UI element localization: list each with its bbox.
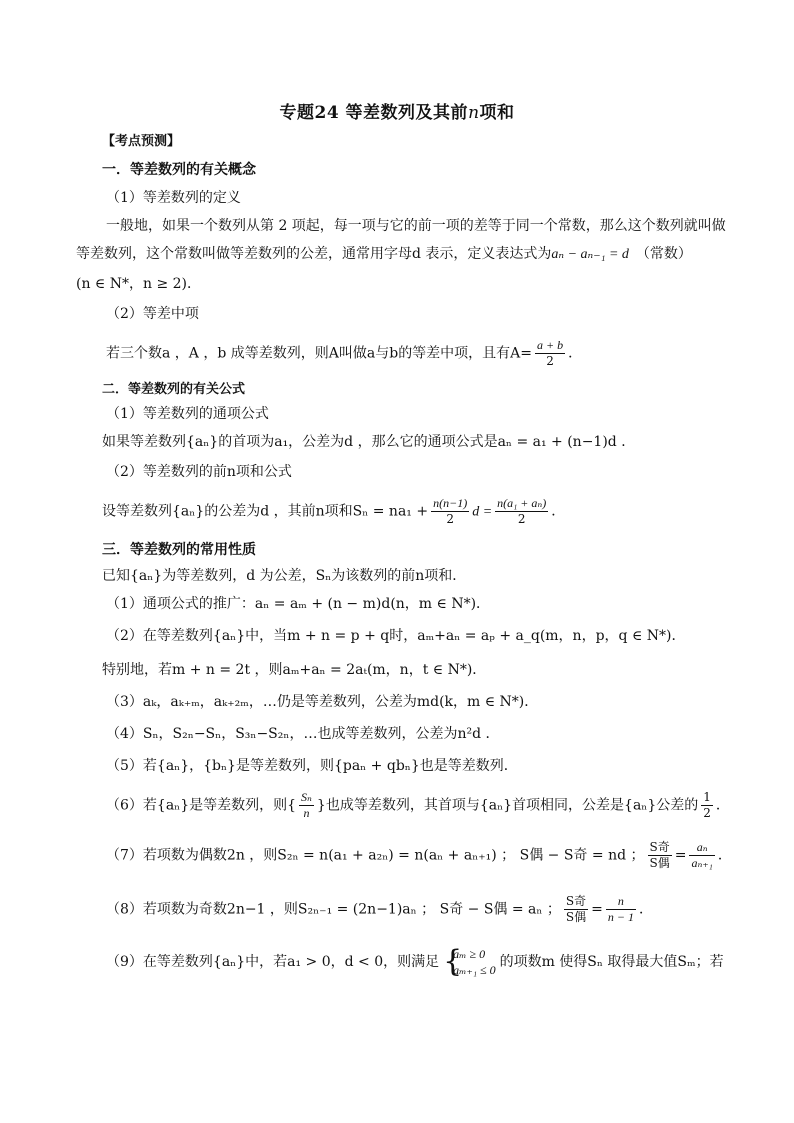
property-9 bbox=[106, 946, 724, 978]
property-8-c: ． bbox=[638, 901, 653, 918]
fraction-num: a + b bbox=[537, 338, 564, 352]
property-7-a: （7）若项数为偶数2n ，则S₂ₙ = n(a₁ + a₂ₙ) = n(aₙ + aₙ₊₁) ； S偶 − S奇 = nd ； bbox=[106, 847, 645, 864]
property-8-a: （8）若项数为奇数2n−1 ，则S₂ₙ₋₁ = (2n−1)aₙ ； S奇 − S偶 = aₙ ； bbox=[106, 901, 561, 918]
fraction-num: S奇 bbox=[649, 840, 670, 854]
property-9-a: （9）在等差数列{aₙ}中，若a₁ > 0，d < 0，则满足 bbox=[106, 954, 440, 970]
fraction-num: S奇 bbox=[565, 894, 587, 908]
fraction-den: S偶 bbox=[649, 856, 670, 870]
property-8 bbox=[106, 894, 653, 925]
fraction-den: 2 bbox=[546, 354, 554, 368]
property-6-a: （6）若{aₙ}是等差数列，则{ bbox=[106, 797, 297, 814]
property-7-c: ． bbox=[717, 847, 732, 864]
property-6-b: }也成等差数列，其首项与{aₙ}首项相同，公差是{aₙ}公差的 bbox=[316, 797, 699, 814]
paragraph-3: (n ∈ N*，n ≥ 2)． bbox=[76, 276, 202, 292]
property-2b: 特别地，若m + n = 2t ，则aₘ+aₙ = 2aₜ(m，n，t ∈ N*)． bbox=[102, 662, 487, 678]
subheading-1-2: （2）等差中项 bbox=[106, 306, 199, 322]
fraction-den: S偶 bbox=[565, 910, 587, 924]
fraction-num: n bbox=[606, 894, 636, 910]
fraction-den: 2 bbox=[703, 806, 711, 820]
fraction-den: aₙ₊₁ bbox=[691, 856, 713, 870]
heading-2: 二．等差数列的有关公式 bbox=[102, 382, 246, 397]
paragraph-4 bbox=[106, 338, 582, 369]
property-1: （1）通项公式的推广：aₙ = aₘ + (n − m)d(n，m ∈ N*)． bbox=[106, 596, 491, 612]
paragraph-6 bbox=[102, 496, 565, 527]
title-text: 专题24 等差数列及其前 bbox=[279, 103, 469, 123]
heading-3: 三．等差数列的常用性质 bbox=[102, 542, 256, 558]
fraction-num: 1 bbox=[703, 790, 711, 804]
subheading-2-1: （1）等差数列的通项公式 bbox=[106, 406, 269, 422]
fraction-den: 2 bbox=[517, 512, 526, 526]
paragraph-2-tail: （常数） bbox=[642, 246, 692, 262]
subheading-1-1: （1）等差数列的定义 bbox=[106, 190, 241, 206]
fraction-sn-over-n bbox=[299, 790, 314, 821]
inequality-system bbox=[443, 946, 495, 978]
fraction-num: aₙ bbox=[689, 840, 714, 856]
paragraph-1: 一般地，如果一个数列从第 2 项起，每一项与它的前一项的差等于同一个常数，那么这个数列就叫做 bbox=[106, 218, 726, 234]
property-4: （4）Sₙ，S₂ₙ−Sₙ，S₃ₙ−S₂ₙ，…也成等差数列，公差为n²d ． bbox=[106, 726, 500, 742]
property-9-b: 的项数m 使得Sₙ 取得最大值Sₘ；若 bbox=[499, 954, 724, 970]
paragraph-6-mid: d = bbox=[472, 504, 493, 520]
fraction-den: 2 bbox=[446, 512, 454, 526]
property-7 bbox=[106, 840, 732, 871]
property-6-c: ． bbox=[715, 797, 730, 814]
property-3: （3）aₖ，aₖ₊ₘ，aₖ₊₂ₘ，…仍是等差数列，公差为md(k，m ∈ N*)． bbox=[106, 694, 539, 710]
fraction-n-over-n-minus-1 bbox=[606, 894, 636, 925]
fraction-s-odd-s-even bbox=[648, 840, 672, 871]
fraction-an-an1 bbox=[689, 840, 714, 871]
system-row-2: aₘ₊₁ ≤ 0 bbox=[453, 963, 496, 977]
fraction-one-half bbox=[701, 790, 713, 821]
heading-1: 一．等差数列的有关概念 bbox=[102, 162, 256, 178]
fraction-s-odd-s-even bbox=[564, 894, 588, 925]
title-n: n bbox=[468, 103, 480, 123]
property-2: （2）在等差数列{aₙ}中，当m + n = p + q时，aₘ+aₙ = aₚ + a_q(m，n，p，q ∈ N*)． bbox=[106, 628, 686, 644]
paragraph-4-tail: ． bbox=[568, 345, 583, 362]
fraction-n-n-minus-1 bbox=[431, 496, 469, 527]
system-row-1: aₘ ≥ 0 bbox=[453, 947, 486, 961]
property-6 bbox=[106, 790, 730, 821]
paragraph-6-text: 设等差数列{aₙ}的公差为d ，其前n项和Sₙ = na₁ + bbox=[102, 503, 429, 520]
page-title bbox=[0, 98, 794, 123]
paragraph-6-tail: ． bbox=[551, 503, 566, 520]
property-5: （5）若{aₙ}，{bₙ}是等差数列，则{paₙ + qbₙ}也是等差数列． bbox=[106, 758, 518, 774]
paragraph-2-text: 等差数列，这个常数叫做等差数列的公差，通常用字母d 表示，定义表达式为 bbox=[76, 246, 552, 262]
fraction-num: n(n−1) bbox=[433, 496, 468, 510]
fraction-num: n(a₁ + aₙ) bbox=[497, 496, 547, 510]
property-8-eq: = bbox=[591, 901, 603, 918]
paragraph-2 bbox=[76, 244, 692, 265]
property-7-eq: = bbox=[674, 847, 687, 864]
fraction-den: n bbox=[303, 806, 310, 820]
fraction-num: Sₙ bbox=[301, 790, 312, 804]
paragraph-7: 已知{aₙ}为等差数列，d 为公差，Sₙ为该数列的前n项和． bbox=[102, 568, 467, 584]
section-label: 【考点预测】 bbox=[102, 134, 181, 149]
fraction-a-plus-b bbox=[535, 338, 565, 369]
paragraph-2-formula: aₙ − aₙ₋₁ = d bbox=[551, 247, 629, 262]
title-tail: 项和 bbox=[479, 103, 515, 123]
fraction-n-a1-an bbox=[495, 496, 548, 527]
paragraph-5: 如果等差数列{aₙ}的首项为a₁，公差为d ，那么它的通项公式是aₙ = a₁ + (n−1)d ． bbox=[102, 434, 636, 450]
fraction-den: n − 1 bbox=[607, 910, 634, 924]
paragraph-4-text: 若三个数a ，A ，b 成等差数列，则A叫做a与b的等差中项，且有A= bbox=[106, 345, 533, 362]
brace-icon: { bbox=[443, 944, 463, 979]
subheading-2-2: （2）等差数列的前n项和公式 bbox=[106, 464, 292, 480]
